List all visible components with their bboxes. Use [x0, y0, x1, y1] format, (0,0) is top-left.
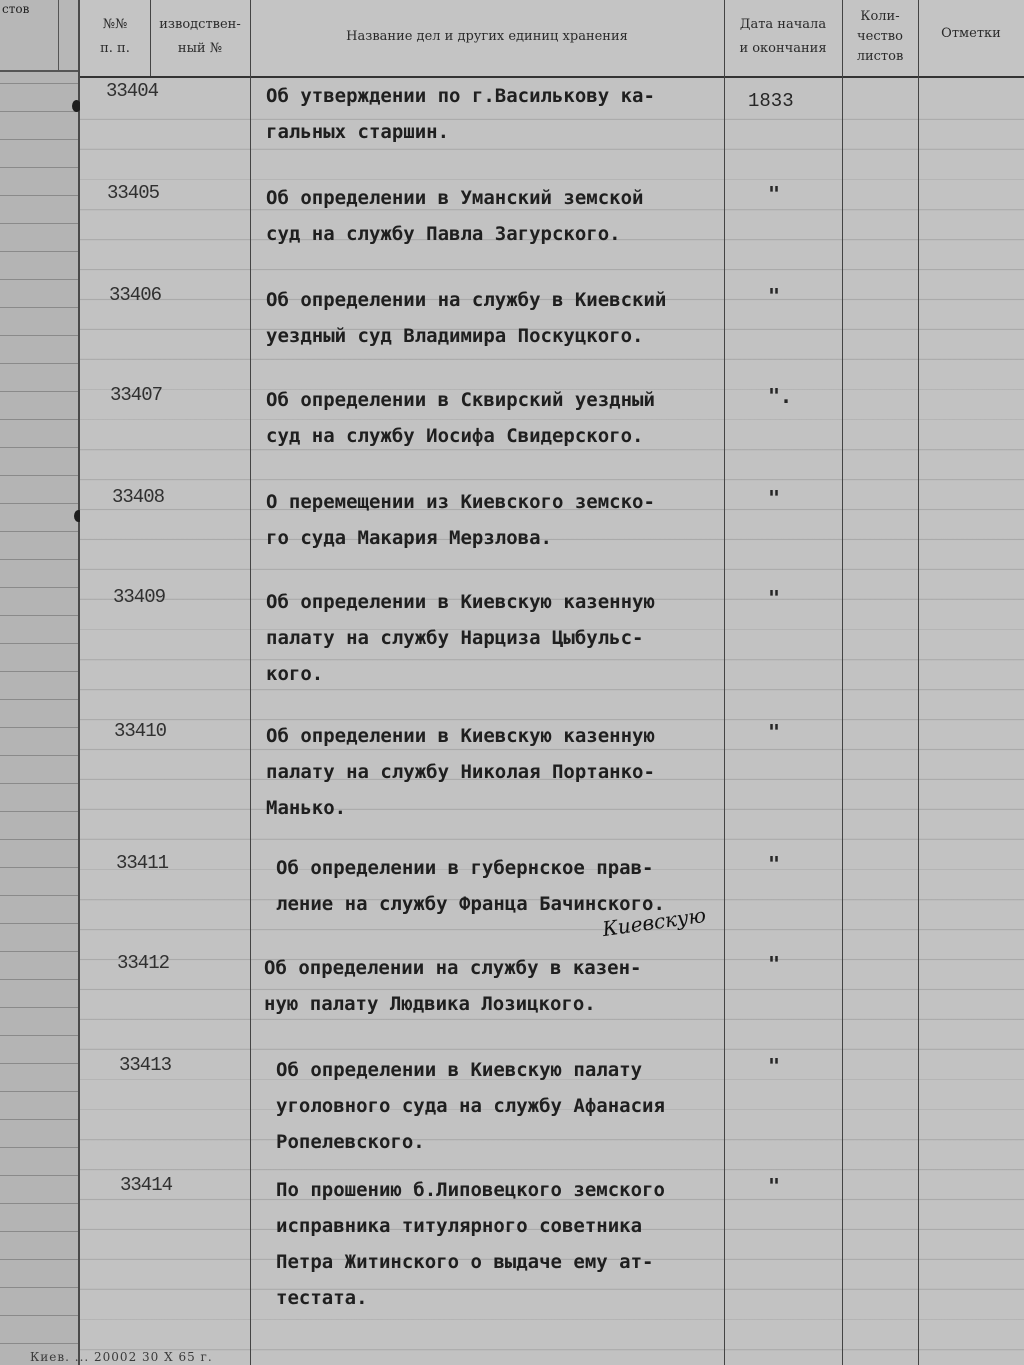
- entry-date-ditto: ": [768, 720, 781, 744]
- entry-date-ditto: ": [768, 586, 781, 610]
- table-header: [80, 0, 1024, 78]
- page-footer: Киев. ... 20002 30 X 65 г.: [30, 1350, 213, 1364]
- entry-date-ditto: ": [768, 1054, 781, 1078]
- entry-date-ditto: ": [768, 486, 781, 510]
- entry-title: Об определении в Сквирский уездный суд на службу Иосифа Свидерского.: [266, 389, 655, 447]
- entry-title: Об определении в губернское прав- ление на службу Франца Бачинского.: [276, 857, 665, 915]
- left-page-header: [0, 0, 78, 72]
- header-number: №№ п. п.: [100, 17, 130, 56]
- entry-date-ditto: ": [768, 952, 781, 976]
- entry-date: 1833: [748, 90, 794, 112]
- header-title: Название дел и других единиц хранения: [346, 29, 628, 44]
- entry-title: По прошению б.Липовецкого земского исправника титулярного советника Петра Житинского о выдаче ему ат- тестата.: [276, 1179, 665, 1309]
- column-divider: [724, 76, 725, 1365]
- handwritten-note: Киевскую: [600, 902, 708, 942]
- entry-title: Об определении в Уманский земской суд на службу Павла Загурского.: [266, 187, 644, 245]
- entry-number: 33414: [120, 1174, 173, 1196]
- column-divider: [250, 76, 251, 1365]
- header-dates: Дата начала и окончания: [739, 17, 827, 56]
- entry-number: 33407: [110, 384, 163, 406]
- entry-number: 33406: [109, 284, 162, 306]
- entry-number: 33409: [113, 586, 166, 608]
- entry-number: 33412: [117, 952, 170, 974]
- entry-title: Об определении в Киевскую палату уголовного суда на службу Афанасия Ропелевского.: [276, 1059, 665, 1153]
- entry-title: Об определении на службу в казен- ную палату Людвика Лозицкого.: [264, 957, 642, 1015]
- entry-title: Об определении в Киевскую казенную палату на службу Нарциза Цыбульс- кого.: [266, 591, 655, 685]
- entry-date-ditto: ".: [768, 384, 793, 408]
- entry-date-ditto: ": [768, 852, 781, 876]
- entry-date-ditto: ": [768, 1174, 781, 1198]
- header-production-number: изводствен- ный №: [159, 17, 241, 56]
- entry-title: О перемещении из Киевского земско- го суда Макария Мерзлова.: [266, 491, 655, 549]
- entry-number: 33404: [106, 80, 159, 102]
- register-page: [80, 0, 1024, 1365]
- entry-number: 33405: [107, 182, 160, 204]
- entry-number: 33410: [114, 720, 167, 742]
- entry-title: Об определении на службу в Киевский уездный суд Владимира Поскуцкого.: [266, 289, 667, 347]
- column-divider: [842, 76, 843, 1365]
- header-sheet-count: Коли- чество листов: [856, 9, 904, 64]
- entry-number: 33411: [116, 852, 169, 874]
- entry-date-ditto: ": [768, 284, 781, 308]
- header-notes: Отметки: [941, 26, 1001, 41]
- entry-title: Об определении в Киевскую казенную палату на службу Николая Портанко- Манько.: [266, 725, 655, 819]
- left-page-header-fragment: стов: [2, 2, 30, 16]
- entry-number: 33408: [112, 486, 165, 508]
- column-divider: [918, 76, 919, 1365]
- left-page-divider: [58, 0, 59, 70]
- entry-number: 33413: [119, 1054, 172, 1076]
- entry-title: Об утверждении по г.Василькову ка- гальных старшин.: [266, 85, 655, 143]
- left-page-edge: [0, 0, 80, 1365]
- entry-date-ditto: ": [768, 182, 781, 206]
